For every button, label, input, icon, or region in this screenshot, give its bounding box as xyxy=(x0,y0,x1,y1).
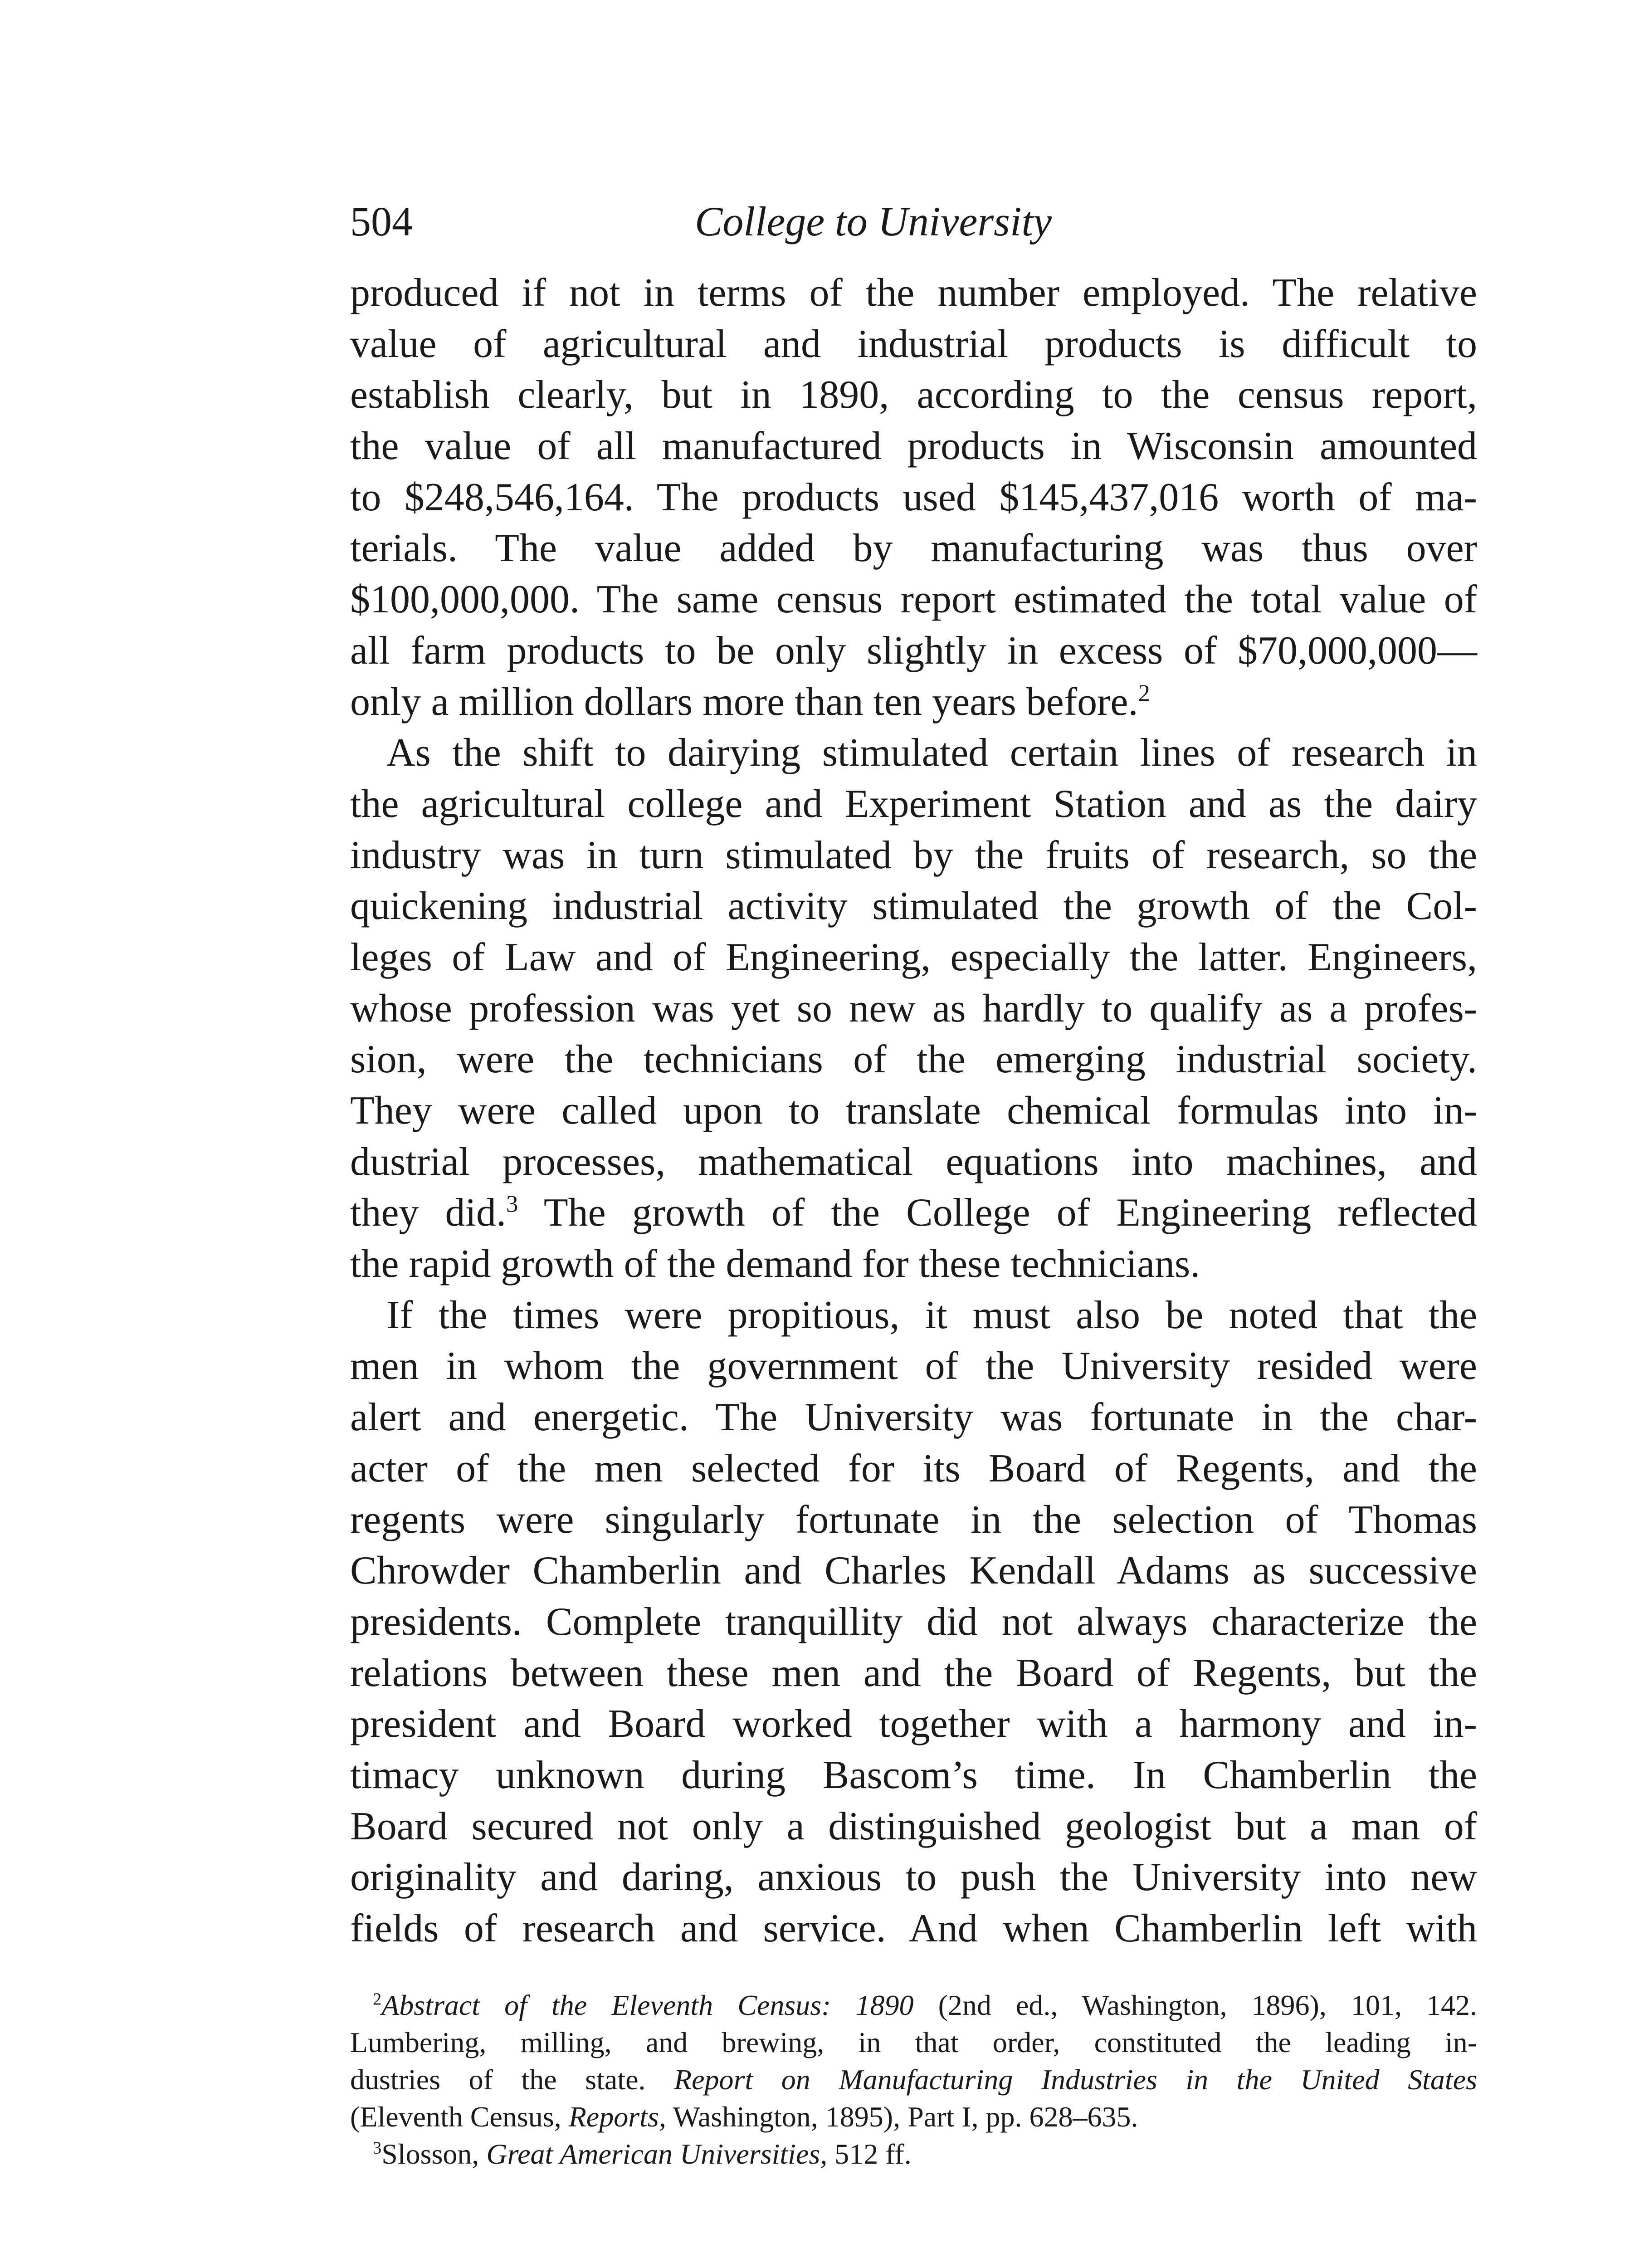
body-line xyxy=(350,677,1477,728)
body-line: relations between these men and the Board of Regents, but the xyxy=(350,1651,1477,1695)
body-line xyxy=(350,1188,1477,1239)
body-line: $100,000,000. The same census report estimated the total value of xyxy=(350,577,1477,622)
body-line: Board secured not only a distinguished geologist but a man of xyxy=(350,1804,1477,1848)
body-line-text: they did. xyxy=(350,1191,507,1235)
running-head xyxy=(350,194,1475,249)
body-line: timacy unknown during Bascom’s time. In Chamberlin the xyxy=(350,1753,1477,1797)
body-line: establish clearly, but in 1890, according to the census report, xyxy=(350,373,1477,417)
footnote-marker: 2 xyxy=(373,1989,382,2009)
body-line: terials. The value added by manufacturing was thus over xyxy=(350,526,1477,571)
footnote-reference[interactable]: 3 xyxy=(506,1191,518,1218)
body-line: fields of research and service. And when Chamberlin left with xyxy=(350,1906,1477,1950)
footnote-text: Washington, 1895), Part I, pp. 628–635. xyxy=(666,2101,1138,2133)
body-line: alert and energetic. The University was fortunate in the char- xyxy=(350,1395,1477,1440)
body-line: If the times were propitious, it must also be noted that the xyxy=(386,1293,1477,1337)
footnote-text: (Eleventh Census, xyxy=(350,2101,569,2133)
footnote-line xyxy=(350,2061,1477,2098)
body-line-text: only a million dollars more than ten years before. xyxy=(350,679,1138,724)
body-line: dustrial processes, mathematical equations into machines, and xyxy=(350,1139,1477,1184)
body-line: men in whom the government of the University resided were xyxy=(350,1344,1477,1388)
body-line: quickening industrial activity stimulated the growth of the Col- xyxy=(350,884,1477,929)
footnote-title: Report on Manufacturing Industries in the United States xyxy=(674,2063,1478,2096)
footnote-3 xyxy=(350,2136,1477,2173)
footnote-text: 512 ff. xyxy=(827,2138,912,2170)
footnote-marker: 3 xyxy=(373,2138,382,2158)
page-number: 504 xyxy=(350,198,413,244)
footnote-title: Abstract of the Eleventh Census: 1890 xyxy=(381,1989,914,2021)
body-line: sion, were the technicians of the emerging industrial society. xyxy=(350,1037,1477,1082)
body-line: whose profession was yet so new as hardly to qualify as a profes- xyxy=(350,986,1477,1031)
footnotes xyxy=(350,1987,1477,2173)
footnote-line xyxy=(350,2098,1477,2136)
body-line: industry was in turn stimulated by the fruits of research, so the xyxy=(350,833,1477,877)
body-text xyxy=(350,268,1477,1955)
body-line: to $248,546,164. The products used $145,437,016 worth of ma- xyxy=(350,475,1477,519)
body-line: They were called upon to translate chemical formulas into in- xyxy=(350,1089,1477,1133)
body-line: value of agricultural and industrial products is difficult to xyxy=(350,322,1477,366)
body-line: the rapid growth of the demand for these technicians. xyxy=(350,1242,1200,1286)
body-line-text: The growth of the College of Engineering reflected xyxy=(518,1191,1477,1235)
body-line: originality and daring, anxious to push the University into new xyxy=(350,1855,1477,1900)
body-line: Chrowder Chamberlin and Charles Kendall Adams as successive xyxy=(350,1549,1477,1593)
footnote-2 xyxy=(350,1987,1477,2024)
body-line: As the shift to dairying stimulated certain lines of research in xyxy=(386,731,1477,775)
running-title: College to University xyxy=(695,198,1052,244)
body-line: acter of the men selected for its Board of Regents, and the xyxy=(350,1446,1477,1491)
body-line: all farm products to be only slightly in excess of $70,000,000— xyxy=(350,628,1477,673)
body-line: the value of all manufactured products in Wisconsin amounted xyxy=(350,424,1477,469)
footnote-line: Lumbering, milling, and brewing, in that order, constituted the leading in- xyxy=(350,2026,1477,2058)
body-line: leges of Law and of Engineering, especially the latter. Engineers, xyxy=(350,935,1477,979)
body-line: the agricultural college and Experiment Station and as the dairy xyxy=(350,782,1477,826)
footnote-title: Reports, xyxy=(568,2101,666,2133)
body-line: regents were singularly fortunate in the selection of Thomas xyxy=(350,1497,1477,1542)
footnote-reference[interactable]: 2 xyxy=(1138,680,1150,707)
footnote-text: dustries of the state. xyxy=(350,2063,674,2096)
body-line: presidents. Complete tranquillity did not always characterize the xyxy=(350,1599,1477,1644)
body-line: produced if not in terms of the number employed. The relative xyxy=(350,271,1477,315)
footnote-text: Slosson, xyxy=(381,2138,487,2170)
body-line: president and Board worked together with a harmony and in- xyxy=(350,1702,1477,1746)
footnote-title: Great American Universities, xyxy=(486,2138,828,2170)
footnote-text: (2nd ed., Washington, 1896), 101, 142. xyxy=(913,1989,1478,2021)
